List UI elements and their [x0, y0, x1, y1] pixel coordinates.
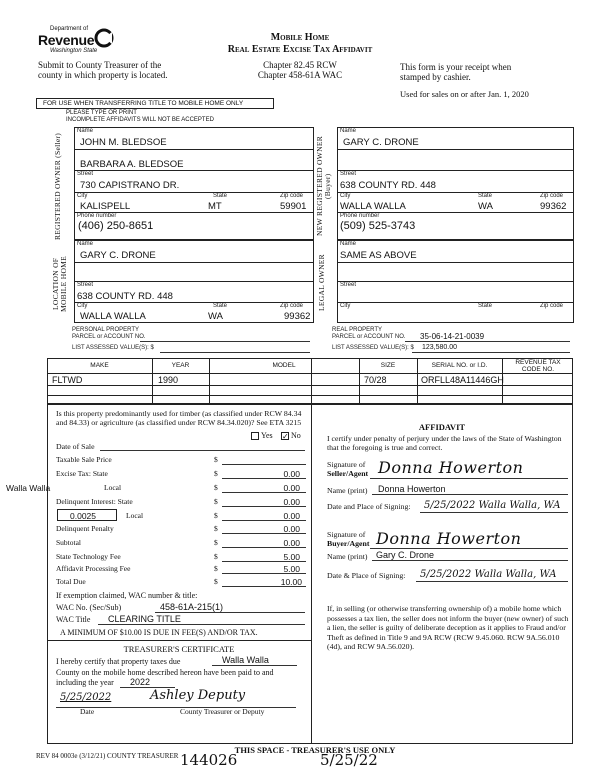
- location-state: WA: [208, 311, 223, 322]
- wac-no-value: 458-61A-215(1): [160, 602, 224, 612]
- margin-county-note: Walla Walla: [6, 483, 51, 493]
- location-street: 638 COUNTY RD. 448: [77, 291, 173, 302]
- personal-assessed-field: [160, 352, 310, 353]
- submit-line-1: Submit to County Treasurer of the: [38, 60, 162, 70]
- dor-logo: [38, 26, 118, 60]
- form-title-2: Real Estate Excise Tax Affidavit: [227, 44, 373, 55]
- yes-checkbox[interactable]: [251, 432, 259, 440]
- date-of-sale-label: Date of Sale: [56, 442, 95, 451]
- seller-zip-label: Zip code: [280, 193, 304, 199]
- timber-question: Is this property predominantly used for timber (as classified under RCW 84.34 and 84.33) or agriculture (as classified under RCW 84.34.020)? See ETA 3215: [56, 409, 302, 427]
- seller-street: 730 CAPISTRANO DR.: [80, 180, 180, 191]
- receipt-note-2: stamped by cashier.: [400, 72, 471, 82]
- seller-street-label: Street: [77, 171, 94, 177]
- dollar-0: $: [214, 455, 218, 464]
- location-state-label: State: [213, 303, 228, 309]
- header-make: MAKE: [90, 362, 109, 369]
- processing-fee-amount: 5.00: [283, 564, 300, 574]
- location-section-label: LOCATION OF MOBILE HOME: [51, 256, 68, 313]
- wac-no-label: WAC No. (Sec/Sub): [56, 603, 122, 612]
- total-due-label: Total Due: [56, 577, 86, 586]
- legal-zip-label: Zip code: [540, 303, 564, 309]
- buyer-phone-label: Phone number: [340, 213, 380, 219]
- legal-section-label: LEGAL OWNER: [317, 254, 326, 311]
- no-checkbox[interactable]: [281, 432, 289, 440]
- dollar-1: $: [214, 469, 218, 478]
- affidavit-certify: I certify under penalty of perjury under the laws of the State of Washington that the foregoing is true and correct.: [327, 434, 562, 452]
- yes-label: Yes: [261, 431, 273, 440]
- buyer-phone: (509) 525-3743: [340, 220, 416, 232]
- logo-state-text: Washington State: [50, 48, 98, 54]
- buyer-state-label: State: [478, 193, 493, 199]
- wac-title-label: WAC Title: [56, 615, 91, 624]
- personal-parcel-field: [140, 341, 310, 342]
- location-name-label: Name: [77, 241, 94, 247]
- processing-fee-label: Affidavit Processing Fee: [56, 564, 131, 573]
- header-revenue-code: REVENUE TAX CODE NO.: [515, 359, 561, 373]
- seller-name-label: Name: [77, 128, 94, 134]
- header-year: YEAR: [171, 362, 190, 369]
- buyer-city-label: City: [340, 193, 351, 199]
- treasurer-certify-1: I hereby certify that property taxes due: [56, 657, 181, 666]
- buyer-street-label: Street: [340, 171, 357, 177]
- subtotal-amount: 0.00: [283, 538, 300, 548]
- treasurer-year: 2022: [130, 677, 151, 687]
- handwritten-receipt-number: 144026: [180, 751, 238, 769]
- transfer-notice: FOR USE WHEN TRANSFERRING TITLE TO MOBILE HOME ONLY: [43, 100, 244, 107]
- real-parcel-value: 35-06-14-21-0039: [420, 332, 485, 341]
- no-check-mark: ✓: [282, 432, 289, 441]
- handwritten-date: 5/25/22: [320, 751, 378, 769]
- seller-phone-label: Phone number: [77, 213, 117, 219]
- subtotal-label: Subtotal: [56, 538, 82, 547]
- sales-date-note: Used for sales on or after Jan. 1, 2020: [400, 89, 529, 99]
- seller-date-place-label: Date and Place of Signing:: [327, 502, 411, 511]
- location-zip-label: Zip code: [280, 303, 304, 309]
- seller-city-label: City: [77, 193, 88, 199]
- cell-make: FLTWD: [52, 375, 83, 385]
- excise-state-label: Excise Tax: State: [56, 469, 108, 478]
- treasurer-signature: Ashley Deputy: [150, 688, 246, 703]
- dollar-8: $: [214, 564, 218, 573]
- rev-form-number: REV 84 0003e (3/12/21) COUNTY TREASURER: [36, 752, 179, 760]
- legal-state-label: State: [478, 303, 493, 309]
- minimum-fee-note: A MINIMUM OF $10.00 IS DUE IN FEE(S) AND/OR TAX.: [60, 628, 258, 637]
- no-label: No: [291, 431, 301, 440]
- transfer-notice-box: [36, 98, 274, 109]
- personal-parcel-label: PARCEL or ACCOUNT NO.: [72, 334, 146, 340]
- seller-signature: Donna Howerton: [378, 458, 524, 477]
- treasurer-use-only: THIS SPACE - TREASURER'S USE ONLY: [234, 745, 396, 755]
- seller-zip: 59901: [280, 201, 307, 212]
- seller-date-place: 5/25/2022 Walla Walla, WA: [424, 500, 561, 511]
- treasurer-date-label: Date: [80, 707, 95, 716]
- location-street-label: Street: [77, 282, 94, 288]
- buyer-name-print: Gary C. Drone: [376, 550, 435, 560]
- logo-dept-text: Department of: [50, 26, 89, 32]
- buyer-zip: 99362: [540, 201, 567, 212]
- seller-sig-label-1: Signature of: [327, 460, 366, 469]
- chapter-rcw: Chapter 82.45 RCW: [263, 60, 337, 70]
- taxable-sale-price-label: Taxable Sale Price: [56, 455, 112, 464]
- logo-revenue-text: Revenue: [38, 32, 95, 48]
- penalty-amount: 0.00: [283, 524, 300, 534]
- interest-local-amount: 0.00: [283, 511, 300, 521]
- treasurer-certify-2: County on the mobile home described hereon have been paid to and: [56, 668, 274, 677]
- seller-state-label: State: [213, 193, 228, 199]
- form-title-1: Mobile Home: [270, 32, 330, 43]
- real-parcel-label: PARCEL or ACCOUNT NO.: [332, 334, 406, 340]
- seller-name-print-label: Name (print): [327, 486, 368, 495]
- cell-year: 1990: [158, 375, 179, 385]
- location-zip: 99362: [284, 311, 311, 322]
- real-assessed-label: LIST ASSESSED VALUE(S): $: [332, 345, 414, 351]
- seller-section-label: REGISTERED OWNER (Seller): [53, 132, 62, 240]
- fraud-note: If, in selling (or otherwise transferring ownership of) a mobile home which possesses a tax lien, the seller does not inform the buyer (new owner) of such a lien, the seller is guilty of deliberate deception as it applies to Fraud and/or Theft as defined in Title 9 and 9A RCW (RCW 9.45.060. RCW 9A.56.010 (4d), and RCW 9A.56.020).: [327, 604, 569, 651]
- location-city: WALLA WALLA: [80, 311, 146, 322]
- penalty-label: Delinquent Penalty: [56, 524, 114, 533]
- interest-state-label: Delinquent Interest: State: [56, 497, 133, 506]
- legal-street-label: Street: [340, 282, 357, 288]
- buyer-name: GARY C. DRONE: [343, 137, 419, 148]
- incomplete-note: INCOMPLETE AFFIDAVITS WILL NOT BE ACCEPTED: [66, 117, 214, 123]
- dollar-4: $: [214, 511, 218, 520]
- buyer-city: WALLA WALLA: [340, 201, 406, 212]
- buyer-signature: Donna Howerton: [376, 529, 522, 548]
- treasurer-date: 5/25/2022: [60, 692, 112, 703]
- treasurer-county: Walla Walla: [222, 655, 269, 665]
- header-model: MODEL: [272, 362, 296, 369]
- logo-swoosh-icon: [94, 28, 114, 48]
- buyer-date-place: 5/25/2022 Walla Walla, WA: [420, 569, 557, 580]
- interest-state-amount: 0.00: [283, 497, 300, 507]
- dollar-7: $: [214, 552, 218, 561]
- type-print-note: PLEASE TYPE OR PRINT: [66, 110, 137, 116]
- treasurer-sig-label: County Treasurer or Deputy: [180, 707, 265, 716]
- buyer-date-place-label: Date & Place of Signing:: [327, 571, 406, 580]
- seller-sig-label-2: Seller/Agent: [327, 469, 369, 478]
- header-size: SIZE: [380, 362, 396, 369]
- seller-phone: (406) 250-8651: [78, 220, 154, 232]
- real-assessed-value: 123,580.00: [422, 344, 458, 351]
- seller-city: KALISPELL: [80, 201, 131, 212]
- local-rate-value: 0.0025: [70, 511, 96, 521]
- submit-line-2: county in which property is located.: [38, 70, 168, 80]
- dollar-3: $: [214, 497, 218, 506]
- header-serial: SERIAL NO. or I.D.: [431, 362, 488, 369]
- dollar-5: $: [214, 524, 218, 533]
- buyer-sig-label-2: Buyer/Agent: [327, 539, 370, 548]
- dollar-2: $: [214, 483, 218, 492]
- personal-assessed-label: LIST ASSESSED VALUE(S): $: [72, 345, 154, 351]
- buyer-name-label: Name: [340, 128, 357, 134]
- dollar-6: $: [214, 538, 218, 547]
- excise-local-amount: 0.00: [283, 483, 300, 493]
- interest-local-label: Local: [126, 511, 144, 520]
- personal-property-label: PERSONAL PROPERTY: [72, 327, 140, 333]
- location-name: GARY C. DRONE: [80, 250, 156, 261]
- buyer-state: WA: [478, 201, 493, 212]
- seller-name-2: BARBARA A. BLEDSOE: [80, 159, 184, 170]
- excise-state-amount: 0.00: [283, 469, 300, 479]
- total-due-amount: 10.00: [280, 577, 302, 587]
- buyer-section-label: NEW REGISTERED OWNER (Buyer): [315, 135, 332, 237]
- buyer-street: 638 COUNTY RD. 448: [340, 180, 436, 191]
- legal-owner-name: SAME AS ABOVE: [340, 250, 417, 261]
- cell-serial: ORFLL48A11446GH: [421, 375, 504, 385]
- legal-city-label: City: [340, 303, 351, 309]
- seller-name-1: JOHN M. BLEDSOE: [80, 137, 167, 148]
- date-of-sale-field: [100, 450, 305, 451]
- buyer-zip-label: Zip code: [540, 193, 564, 199]
- affidavit-heading: AFFIDAVIT: [418, 422, 466, 432]
- chapter-wac: Chapter 458-61A WAC: [257, 70, 343, 80]
- seller-name-print: Donna Howerton: [378, 484, 446, 494]
- local-rate-box: [57, 509, 117, 521]
- buyer-name-print-label: Name (print): [327, 552, 368, 561]
- dollar-9: $: [214, 577, 218, 586]
- buyer-sig-label-1: Signature of: [327, 530, 366, 539]
- wac-title-value: CLEARING TITLE: [108, 614, 181, 624]
- exemption-label: If exemption claimed, WAC number & title:: [56, 591, 198, 600]
- cell-size: 70/28: [364, 375, 387, 385]
- location-city-label: City: [77, 303, 88, 309]
- real-property-label: REAL PROPERTY: [332, 327, 383, 333]
- tech-fee-label: State Technology Fee: [56, 552, 121, 561]
- tech-fee-amount: 5.00: [283, 552, 300, 562]
- treasurer-cert-heading: TREASURER'S CERTIFICATE: [123, 644, 235, 654]
- legal-name-label: Name: [340, 241, 357, 247]
- seller-state: MT: [208, 201, 222, 212]
- receipt-note-1: This form is your receipt when: [400, 62, 512, 72]
- excise-local-label: Local: [104, 483, 122, 492]
- treasurer-certify-3: including the year: [56, 678, 114, 687]
